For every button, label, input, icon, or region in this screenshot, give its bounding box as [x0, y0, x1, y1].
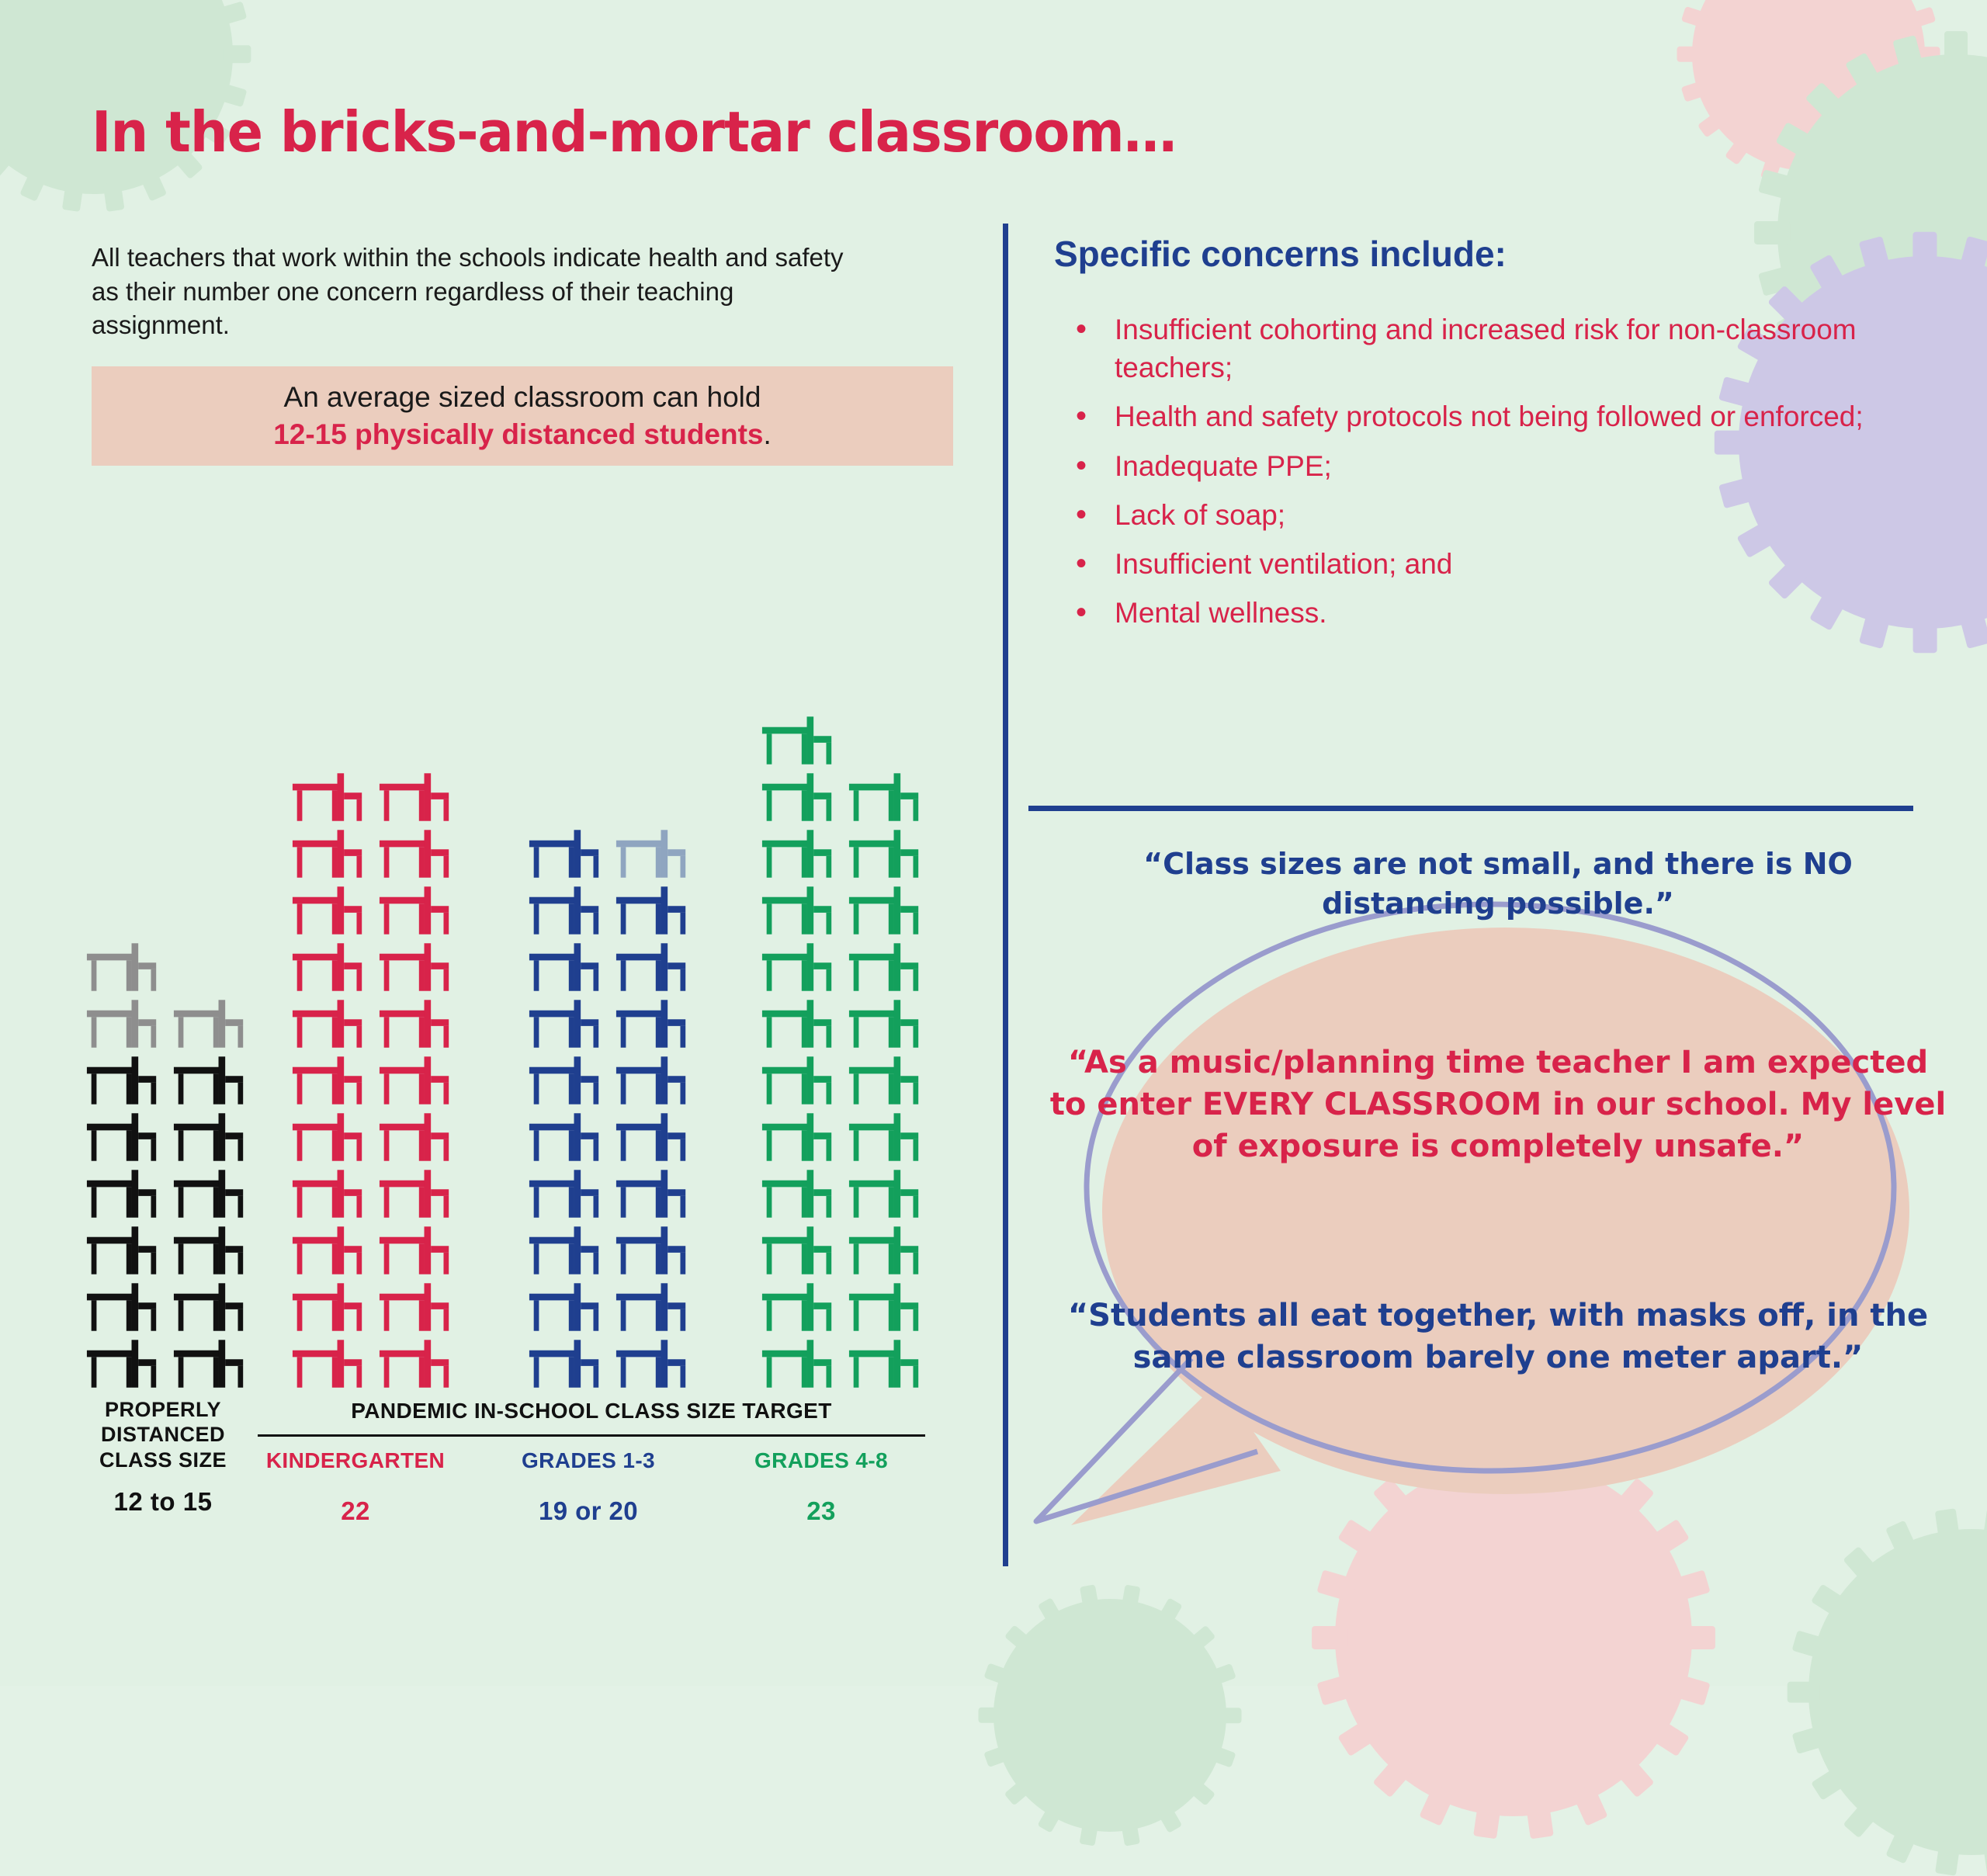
desk-slot [291, 1170, 366, 1218]
desk-icon [172, 1226, 247, 1274]
desk-icon [291, 1113, 366, 1161]
chart-column-kindergarten [291, 765, 453, 1388]
desk-icon [172, 1340, 247, 1388]
desk-icon [761, 1170, 835, 1218]
icon-row [528, 991, 689, 1048]
icon-row [761, 821, 922, 878]
chart-column-grades-4-8 [761, 708, 922, 1388]
chart-column-properly-distanced [85, 935, 247, 1388]
icon-row [85, 1161, 247, 1218]
desk-icon [615, 1170, 689, 1218]
desk-slot [848, 1000, 922, 1048]
desk-slot [761, 1283, 835, 1331]
desk-slot [761, 1340, 835, 1388]
list-item: • Insufficient cohorting and increased risk for non-classroom teachers; [1070, 310, 1892, 387]
icon-row [291, 1331, 453, 1388]
desk-slot [378, 1056, 453, 1104]
desk-icon [172, 1283, 247, 1331]
icon-row [528, 821, 689, 878]
desk-icon [291, 1340, 366, 1388]
icon-row [85, 1048, 247, 1104]
category-grades-1-3 [472, 1448, 705, 1526]
icon-row [291, 935, 453, 991]
quote-2: “As a music/planning time teacher I am expected to enter EVERY CLASSROOM in our school. My level of exposure is completely unsafe.” [1049, 1045, 1947, 1164]
page-title: In the bricks-and-mortar classroom… [92, 99, 1177, 165]
left-value: 12 to 15 [113, 1487, 213, 1517]
icon-row [291, 878, 453, 935]
callout-line-2 [273, 418, 772, 451]
desk-icon [85, 1113, 160, 1161]
desk-icon [761, 1283, 835, 1331]
desk-slot [761, 1226, 835, 1274]
desk-slot [291, 886, 366, 935]
desk-slot [615, 1283, 689, 1331]
desk-slot [528, 1226, 602, 1274]
desk-slot [848, 886, 922, 935]
desk-icon [761, 1340, 835, 1388]
desk-slot [172, 1226, 247, 1274]
average-classroom-callout [92, 366, 953, 466]
icon-row [528, 1104, 689, 1161]
icon-row [761, 878, 922, 935]
category-kindergarten [239, 1448, 472, 1526]
icon-row [761, 1048, 922, 1104]
desk-icon [378, 1170, 453, 1218]
desk-slot [85, 1170, 160, 1218]
desk-icon [378, 1226, 453, 1274]
icon-row [761, 935, 922, 991]
concerns-list [1070, 310, 1892, 643]
desk-slot [528, 1000, 602, 1048]
desk-slot [291, 1056, 366, 1104]
list-item: • Mental wellness. [1070, 594, 1892, 632]
icon-row [85, 935, 247, 991]
icon-row [761, 1161, 922, 1218]
icon-row [291, 765, 453, 821]
icon-row [528, 1218, 689, 1274]
desk-slot [291, 1340, 366, 1388]
desk-icon [378, 1283, 453, 1331]
desk-slot [615, 1000, 689, 1048]
desk-icon [85, 1170, 160, 1218]
desk-icon [85, 943, 160, 991]
quote-1: “Class sizes are not small, and there is NO distancing possible.” [1143, 847, 1853, 921]
desk-icon [615, 1113, 689, 1161]
desk-slot [378, 773, 453, 821]
icon-row [85, 1331, 247, 1388]
callout-period: . [763, 418, 772, 450]
icon-grid [85, 935, 247, 1388]
desk-icon [378, 943, 453, 991]
icon-row [761, 991, 922, 1048]
desk-icon [848, 773, 922, 821]
desk-slot [528, 1056, 602, 1104]
desk-icon [848, 1226, 922, 1274]
desk-icon [378, 1000, 453, 1048]
desk-slot [615, 830, 689, 878]
desk-slot [378, 1340, 453, 1388]
icon-row [528, 1048, 689, 1104]
desk-icon [291, 1283, 366, 1331]
desk-slot [85, 1226, 160, 1274]
icon-row [291, 1104, 453, 1161]
category-value: 22 [341, 1496, 370, 1525]
desk-slot [172, 1113, 247, 1161]
icon-row [528, 1274, 689, 1331]
desk-icon [291, 1226, 366, 1274]
desk-icon [761, 773, 835, 821]
desk-slot [378, 943, 453, 991]
category-value: 23 [806, 1496, 836, 1525]
desk-icon [291, 773, 366, 821]
desk-slot [761, 1056, 835, 1104]
desk-slot [291, 1283, 366, 1331]
desk-slot [378, 1170, 453, 1218]
icon-row [761, 708, 922, 765]
desk-slot [848, 1226, 922, 1274]
desk-icon [615, 1056, 689, 1104]
category-name: GRADES 1-3 [521, 1448, 656, 1472]
desk-icon [291, 886, 366, 935]
desk-slot [848, 1113, 922, 1161]
desk-icon [848, 943, 922, 991]
desk-icon [172, 1000, 247, 1048]
list-item: • Health and safety protocols not being followed or enforced; [1070, 397, 1892, 435]
desk-slot [291, 1000, 366, 1048]
icon-row [528, 935, 689, 991]
desk-slot [528, 1170, 602, 1218]
concerns-title: Specific concerns include: [1054, 234, 1507, 274]
callout-bold: 12-15 physically distanced students [273, 418, 764, 450]
desk-icon [761, 1113, 835, 1161]
desk-icon [761, 1226, 835, 1274]
horizontal-divider [1028, 806, 1913, 811]
vertical-divider [1003, 224, 1008, 1566]
desk-icon [528, 830, 602, 878]
desk-icon [848, 886, 922, 935]
category-grades-4-8 [705, 1448, 938, 1526]
speech-bubble-shape [1025, 823, 1956, 1645]
desk-icon [291, 1170, 366, 1218]
quote-3: “Students all eat together, with masks off, in the same classroom barely one meter apart.” [1067, 1298, 1929, 1375]
desk-icon [172, 1113, 247, 1161]
icon-grid [291, 765, 453, 1388]
desk-slot [615, 886, 689, 935]
chart-labels [78, 1397, 1009, 1545]
desk-slot [848, 1340, 922, 1388]
desk-slot [85, 1000, 160, 1048]
desk-slot [172, 1000, 247, 1048]
list-item: • Inadequate PPE; [1070, 447, 1892, 485]
desk-slot [85, 1056, 160, 1104]
desk-slot [848, 943, 922, 991]
desk-icon [378, 773, 453, 821]
left-title-line-3: CLASS SIZE [99, 1448, 227, 1472]
desk-icon [615, 1000, 689, 1048]
icon-row [291, 991, 453, 1048]
desk-slot [761, 1113, 835, 1161]
target-title: PANDEMIC IN-SCHOOL CLASS SIZE TARGET [351, 1399, 832, 1423]
icon-row [291, 1218, 453, 1274]
chart-column-grades-1-3 [528, 821, 689, 1388]
icon-row [291, 1048, 453, 1104]
left-title-line-2: DISTANCED [100, 1423, 225, 1447]
desk-icon [761, 943, 835, 991]
desk-slot [85, 943, 160, 991]
desk-slot [291, 773, 366, 821]
icon-row [528, 1161, 689, 1218]
category-value: 19 or 20 [539, 1496, 638, 1525]
desk-icon [528, 1056, 602, 1104]
desk-icon [761, 830, 835, 878]
desk-slot [848, 773, 922, 821]
desk-icon [761, 1000, 835, 1048]
desk-icon [172, 1056, 247, 1104]
desk-slot [378, 1113, 453, 1161]
desk-slot [172, 1283, 247, 1331]
desk-slot [615, 1340, 689, 1388]
pictogram-chart [78, 503, 994, 1388]
icon-grid [528, 821, 689, 1388]
desk-slot [85, 1283, 160, 1331]
desk-icon [378, 1340, 453, 1388]
desk-slot [378, 830, 453, 878]
desk-icon [848, 1340, 922, 1388]
desk-slot [528, 830, 602, 878]
desk-slot [761, 1000, 835, 1048]
icon-row [85, 991, 247, 1048]
desk-slot [291, 1113, 366, 1161]
desk-icon [615, 1283, 689, 1331]
desk-icon [528, 1283, 602, 1331]
desk-slot [528, 886, 602, 935]
icon-row [291, 1274, 453, 1331]
desk-icon [378, 1113, 453, 1161]
desk-icon [848, 1283, 922, 1331]
desk-slot [528, 943, 602, 991]
category-name: GRADES 4-8 [754, 1448, 889, 1472]
icon-row [761, 1104, 922, 1161]
desk-icon [172, 1170, 247, 1218]
desk-icon [85, 1283, 160, 1331]
desk-slot [528, 1340, 602, 1388]
icon-row [761, 1274, 922, 1331]
desk-slot [378, 886, 453, 935]
list-item: • Lack of soap; [1070, 496, 1892, 534]
desk-icon [85, 1056, 160, 1104]
desk-slot [172, 1056, 247, 1104]
callout-line-1: An average sized classroom can hold [283, 381, 761, 413]
properly-distanced-label [85, 1397, 241, 1517]
desk-slot [291, 830, 366, 878]
quote-bubble-group [1025, 823, 1956, 1645]
desk-slot [85, 1340, 160, 1388]
desk-icon [378, 886, 453, 935]
category-name: KINDERGARTEN [265, 1448, 446, 1472]
icon-row [761, 765, 922, 821]
desk-slot [848, 1056, 922, 1104]
desk-slot [848, 830, 922, 878]
desk-icon [528, 943, 602, 991]
desk-icon [848, 1113, 922, 1161]
desk-slot [291, 943, 366, 991]
desk-slot [761, 1170, 835, 1218]
desk-icon [761, 886, 835, 935]
desk-slot [615, 1226, 689, 1274]
desk-slot [848, 1283, 922, 1331]
desk-icon [761, 1056, 835, 1104]
desk-icon [848, 1000, 922, 1048]
desk-icon [85, 1000, 160, 1048]
desk-icon [848, 1056, 922, 1104]
desk-icon [85, 1340, 160, 1388]
left-title-line-1: PROPERLY [104, 1398, 222, 1421]
desk-icon [378, 830, 453, 878]
desk-icon [378, 1056, 453, 1104]
desk-slot [85, 1113, 160, 1161]
desk-slot [172, 1340, 247, 1388]
desk-icon [528, 1113, 602, 1161]
desk-icon [848, 830, 922, 878]
desk-slot [761, 943, 835, 991]
icon-row [85, 1218, 247, 1274]
desk-icon [85, 1226, 160, 1274]
icon-row [85, 1274, 247, 1331]
desk-slot [291, 1226, 366, 1274]
icon-row [761, 1218, 922, 1274]
desk-icon [291, 830, 366, 878]
desk-icon [528, 1340, 602, 1388]
desk-slot [615, 1170, 689, 1218]
icon-row [528, 878, 689, 935]
desk-icon [615, 943, 689, 991]
icon-grid [761, 708, 922, 1388]
icon-row [761, 1331, 922, 1388]
desk-icon [528, 1226, 602, 1274]
desk-slot [761, 773, 835, 821]
desk-icon [528, 886, 602, 935]
list-item: • Insufficient ventilation; and [1070, 545, 1892, 583]
icon-row [291, 821, 453, 878]
desk-icon [848, 1170, 922, 1218]
desk-slot [528, 1113, 602, 1161]
desk-slot [172, 1170, 247, 1218]
icon-row [291, 1161, 453, 1218]
desk-icon [291, 943, 366, 991]
desk-slot [761, 830, 835, 878]
target-underline [258, 1434, 925, 1437]
desk-icon [528, 1000, 602, 1048]
desk-slot [378, 1226, 453, 1274]
intro-text: All teachers that work within the schools indicate health and safety as their number one concern regardless of their teaching assignment. [92, 243, 844, 340]
desk-icon [615, 886, 689, 935]
desk-icon [615, 1340, 689, 1388]
desk-icon [615, 1226, 689, 1274]
desk-slot [761, 716, 835, 765]
desk-slot [528, 1283, 602, 1331]
desk-slot [761, 886, 835, 935]
desk-slot [615, 1113, 689, 1161]
desk-slot [615, 943, 689, 991]
desk-slot [848, 1170, 922, 1218]
desk-icon [528, 1170, 602, 1218]
icon-row [528, 1331, 689, 1388]
desk-icon [291, 1000, 366, 1048]
desk-icon [291, 1056, 366, 1104]
desk-slot [615, 1056, 689, 1104]
icon-row [85, 1104, 247, 1161]
desk-slot [378, 1283, 453, 1331]
desk-slot [378, 1000, 453, 1048]
desk-icon [761, 716, 835, 765]
desk-icon [615, 830, 689, 878]
